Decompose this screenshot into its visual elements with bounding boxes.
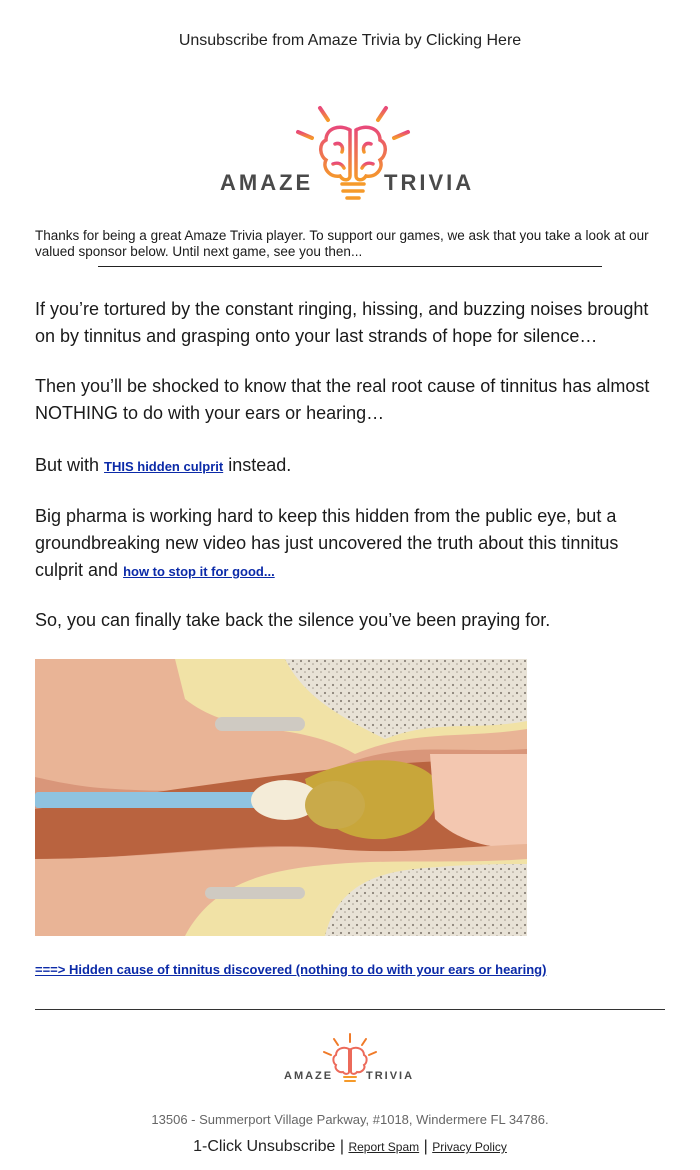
one-click-unsubscribe-link[interactable]: 1-Click Unsubscribe	[193, 1138, 336, 1155]
amaze-trivia-logo[interactable]	[200, 92, 500, 204]
brand-name-left: AMAZE	[220, 170, 314, 195]
footer-divider	[35, 1009, 665, 1010]
unsubscribe-link[interactable]: Unsubscribe from Amaze Trivia by Clicking Here	[178, 32, 522, 49]
footer-links	[0, 1138, 700, 1156]
paragraph-1: If you’re tortured by the constant ringing, hissing, and buzzing noises brought on by tinnitus and grasping onto your last strands of hope for silence…	[35, 299, 649, 346]
footer-logo[interactable]	[280, 1032, 420, 1090]
paragraph-4	[35, 503, 665, 585]
postal-address: 13506 - Summerport Village Parkway, #1018, Windermere FL 34786.	[151, 1112, 549, 1127]
paragraph-3-after: instead.	[223, 455, 292, 475]
ear-canal-image[interactable]	[35, 659, 527, 936]
top-unsubscribe-bar	[0, 32, 700, 50]
paragraph-5: So, you can finally take back the silence you’ve been praying for.	[35, 610, 551, 630]
hidden-culprit-link[interactable]: THIS hidden culprit	[104, 459, 224, 474]
report-spam-link[interactable]: Report Spam	[348, 1140, 420, 1154]
intro-message: Thanks for being a great Amaze Trivia player. To support our games, we ask that you take a look at our valued sponsor below. Until next game, see you then...	[35, 228, 649, 259]
paragraph-3	[35, 452, 665, 480]
separator: |	[339, 1138, 344, 1155]
paragraph-3-before: But with	[35, 455, 105, 475]
stop-it-link[interactable]: how to stop it for good...	[123, 564, 275, 579]
paragraph-4-before: Big pharma is working hard to keep this hidden from the public eye, but a groundbreaking new video has just uncovered the truth about this tinnitus culprit and	[35, 506, 619, 580]
paragraph-2: Then you’ll be shocked to know that the real root cause of tinnitus has almost NOTHING to do with your ears or hearing…	[35, 376, 650, 423]
privacy-policy-link[interactable]: Privacy Policy	[432, 1140, 507, 1154]
divider	[98, 266, 602, 267]
footer-brand-right: TRIVIA	[366, 1070, 415, 1082]
ear-canal-cotton-swab-illustration	[35, 659, 527, 936]
hidden-cause-link[interactable]: ===> Hidden cause of tinnitus discovered (nothing to do with your ears or hearing)	[35, 962, 547, 977]
brand-name-right: TRIVIA	[384, 170, 475, 195]
footer-brand-left: AMAZE	[284, 1070, 334, 1082]
separator: |	[423, 1138, 428, 1155]
